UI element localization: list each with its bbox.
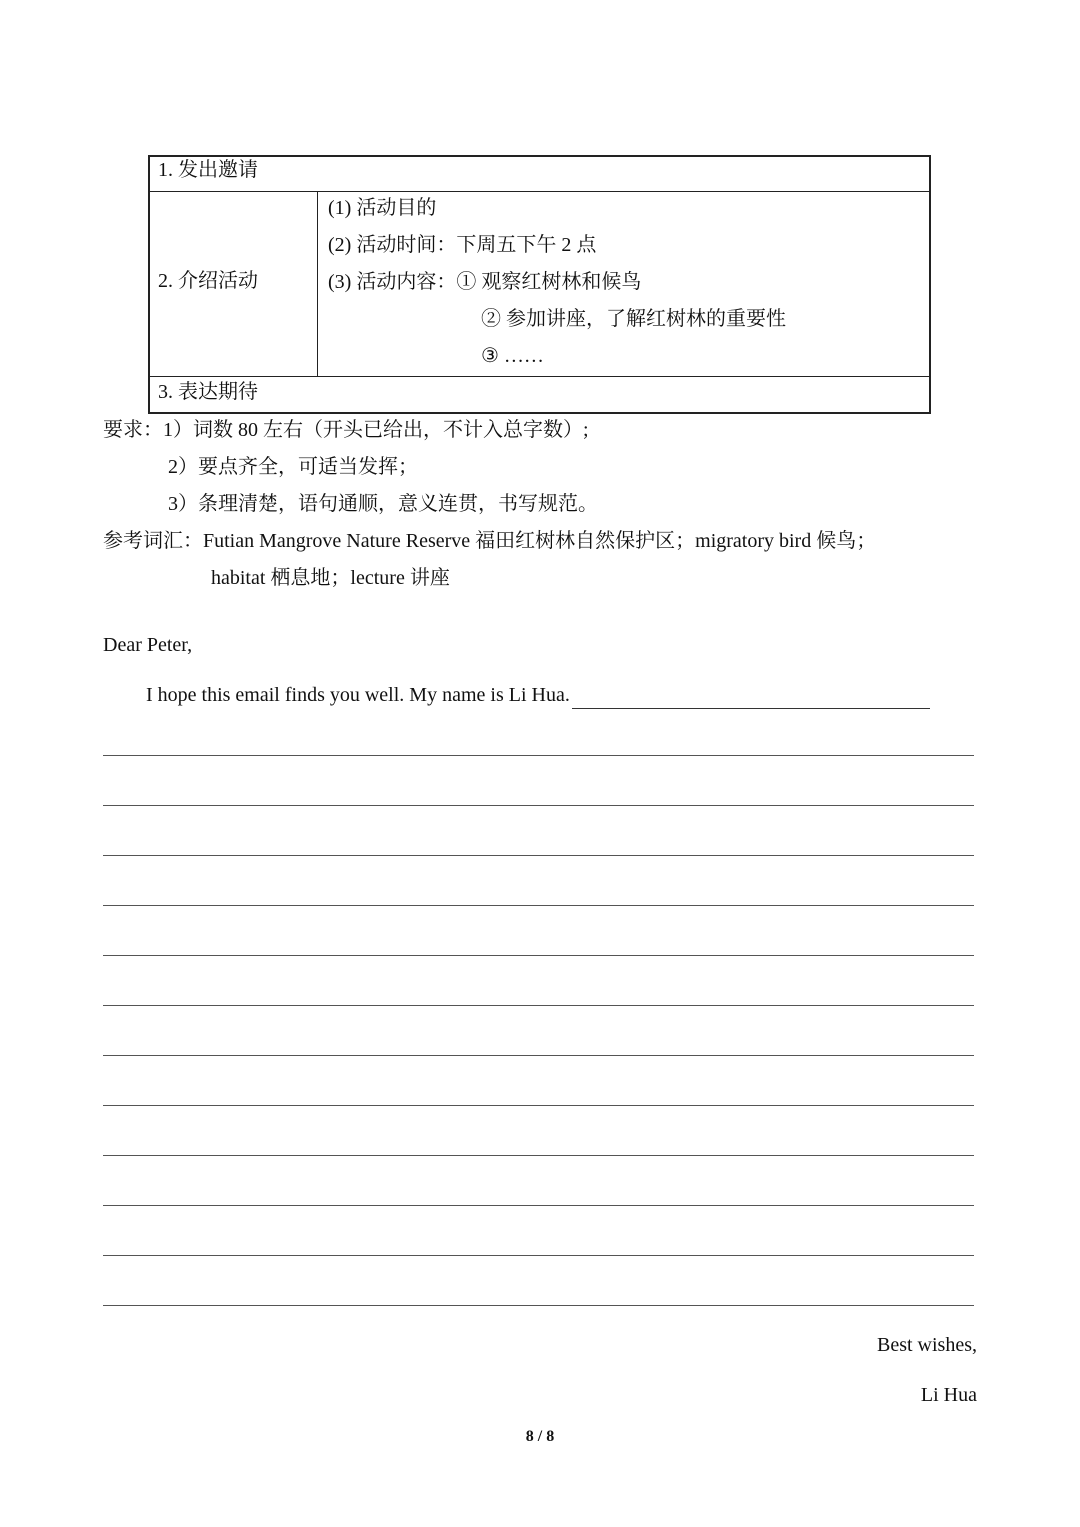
outline-item: (2) 活动时间：下周五下午 2 点 (328, 234, 597, 256)
outline-row-introduce: 2. 介绍活动 (158, 270, 258, 292)
writing-line[interactable] (103, 1255, 974, 1256)
vocabulary-line: habitat 栖息地；lecture 讲座 (211, 567, 450, 589)
requirements-line: 3）条理清楚，语句通顺，意义连贯，书写规范。 (168, 493, 598, 515)
writing-line[interactable] (103, 905, 974, 906)
answer-blank[interactable] (572, 686, 930, 709)
writing-line[interactable] (103, 1305, 974, 1306)
writing-line[interactable] (103, 1105, 974, 1106)
writing-line[interactable] (103, 1155, 974, 1156)
writing-line[interactable] (103, 1005, 974, 1006)
outline-item: (3) 活动内容：① 观察红树林和候鸟 (328, 271, 642, 293)
writing-line[interactable] (103, 1205, 974, 1206)
outline-item: ③ …… (481, 345, 544, 367)
writing-line[interactable] (103, 755, 974, 756)
writing-line[interactable] (103, 1055, 974, 1056)
outline-item: ② 参加讲座，了解红树林的重要性 (481, 308, 786, 330)
page-number: 8 / 8 (525, 1428, 555, 1445)
requirements-line: 要求：1）词数 80 左右（开头已给出，不计入总字数）; (103, 419, 589, 441)
table-divider (317, 191, 318, 377)
letter-closing: Best wishes, (877, 1334, 977, 1356)
letter-greeting: Dear Peter, (103, 634, 193, 656)
letter-signature: Li Hua (920, 1384, 977, 1406)
letter-opening (146, 681, 930, 709)
outline-row-expect: 3. 表达期待 (158, 381, 258, 403)
table-divider (148, 376, 931, 377)
outline-item: (1) 活动目的 (328, 197, 437, 219)
writing-line[interactable] (103, 805, 974, 806)
requirements-line: 2）要点齐全，可适当发挥； (168, 456, 418, 478)
writing-line[interactable] (103, 855, 974, 856)
letter-opening-text: I hope this email finds you well. My name is Li Hua. (146, 684, 570, 706)
table-divider (148, 191, 931, 192)
vocabulary-line: 参考词汇：Futian Mangrove Nature Reserve 福田红树林自然保护区；migratory bird 候鸟； (103, 530, 877, 552)
outline-row-invite: 1. 发出邀请 (158, 159, 258, 181)
writing-line[interactable] (103, 955, 974, 956)
